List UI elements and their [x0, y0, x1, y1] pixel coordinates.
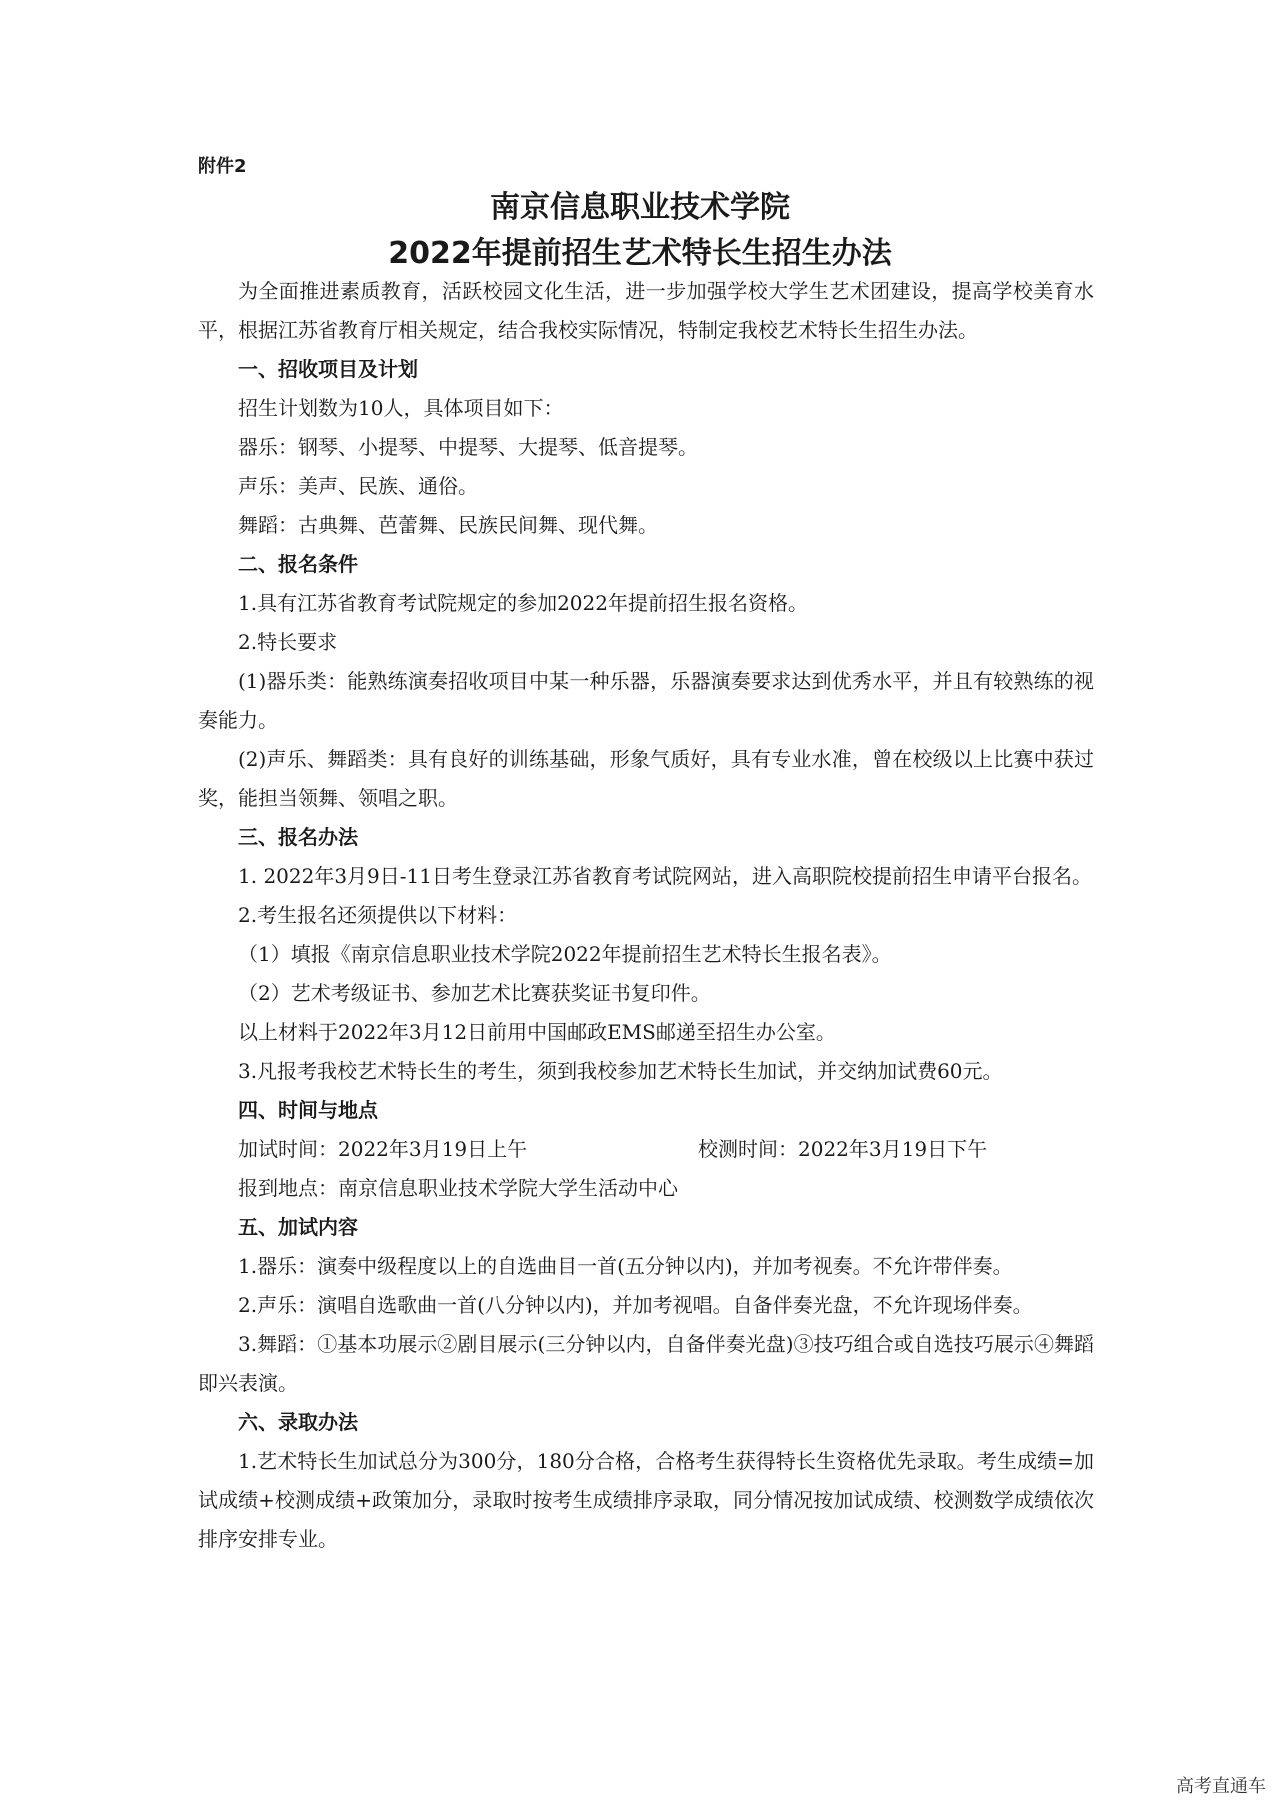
school-test-time: 校测时间：2022年3月19日下午: [698, 1137, 988, 1161]
document-body: [198, 272, 1094, 1559]
admission-rule-1: 1.艺术特长生加试总分为300分，180分合格，合格考生获得特长生资格优先录取。考生成绩=加试成绩+校测成绩+政策加分，录取时按考生成绩排序录取，同分情况按加试成绩、校测数学成绩依次排序安排专业。: [198, 1449, 1094, 1551]
method-1: 1. 2022年3月9日-11日考生登录江苏省教育考试院网站，进入高职院校提前招生申请平台报名。: [238, 864, 1092, 888]
instrument-list: 器乐：钢琴、小提琴、中提琴、大提琴、低音提琴。: [238, 435, 698, 459]
section-heading-4: 四、时间与地点: [238, 1098, 378, 1122]
section-heading-1: 一、招收项目及计划: [238, 357, 418, 381]
method-3: 3.凡报考我校艺术特长生的考生，须到我校参加艺术特长生加试，并交纳加试费60元。: [238, 1059, 1003, 1083]
intro-paragraph: 为全面推进素质教育，活跃校园文化生活，进一步加强学校大学生艺术团建设，提高学校美育水平，根据江苏省教育厅相关规定，结合我校实际情况，特制定我校艺术特长生招生办法。: [198, 279, 1094, 342]
method-2a: （1）填报《南京信息职业技术学院2022年提前招生艺术特长生报名表》。: [238, 942, 892, 966]
condition-1: 1.具有江苏省教育考试院规定的参加2022年提前招生报名资格。: [238, 591, 808, 615]
document-title-main: 2022年提前招生艺术特长生招生办法: [388, 236, 892, 271]
document-title-school: 南京信息职业技术学院: [490, 190, 790, 225]
section-heading-3: 三、报名办法: [238, 825, 358, 849]
condition-2b: (2)声乐、舞蹈类：具有良好的训练基础，形象气质好，具有专业水准，曾在校级以上比赛中获过奖，能担当领舞、领唱之职。: [198, 747, 1094, 810]
exam-dance: 3.舞蹈：①基本功展示②剧目展示(三分钟以内，自备伴奏光盘)③技巧组合或自选技巧展示④舞蹈即兴表演。: [198, 1332, 1094, 1395]
condition-2a: (1)器乐类：能熟练演奏招收项目中某一种乐器，乐器演奏要求达到优秀水平，并且有较熟练的视奏能力。: [198, 669, 1094, 732]
vocal-list: 声乐：美声、民族、通俗。: [238, 474, 478, 498]
section-heading-6: 六、录取办法: [238, 1410, 358, 1434]
section-heading-5: 五、加试内容: [238, 1215, 358, 1239]
plan-text: 招生计划数为10人，具体项目如下：: [238, 396, 564, 420]
test-time: 加试时间：2022年3月19日上午: [238, 1137, 528, 1161]
exam-vocal: 2.声乐：演唱自选歌曲一首(八分钟以内)，并加考视唱。自备伴奏光盘，不允许现场伴奏。: [238, 1293, 1033, 1317]
report-place: 报到地点：南京信息职业技术学院大学生活动中心: [238, 1176, 678, 1200]
attachment-label: 附件2: [198, 156, 247, 177]
method-2: 2.考生报名还须提供以下材料：: [238, 903, 518, 927]
condition-2: 2.特长要求: [238, 630, 338, 654]
exam-instrument: 1.器乐：演奏中级程度以上的自选曲目一首(五分钟以内)，并加考视奏。不允许带伴奏。: [238, 1254, 1013, 1278]
method-2c: 以上材料于2022年3月12日前用中国邮政EMS邮递至招生办公室。: [238, 1020, 836, 1044]
time-row: [198, 1130, 1094, 1169]
dance-list: 舞蹈：古典舞、芭蕾舞、民族民间舞、现代舞。: [238, 513, 658, 537]
section-heading-2: 二、报名条件: [238, 552, 358, 576]
watermark: 高考直通车: [1176, 1776, 1266, 1797]
method-2b: （2）艺术考级证书、参加艺术比赛获奖证书复印件。: [238, 981, 711, 1005]
